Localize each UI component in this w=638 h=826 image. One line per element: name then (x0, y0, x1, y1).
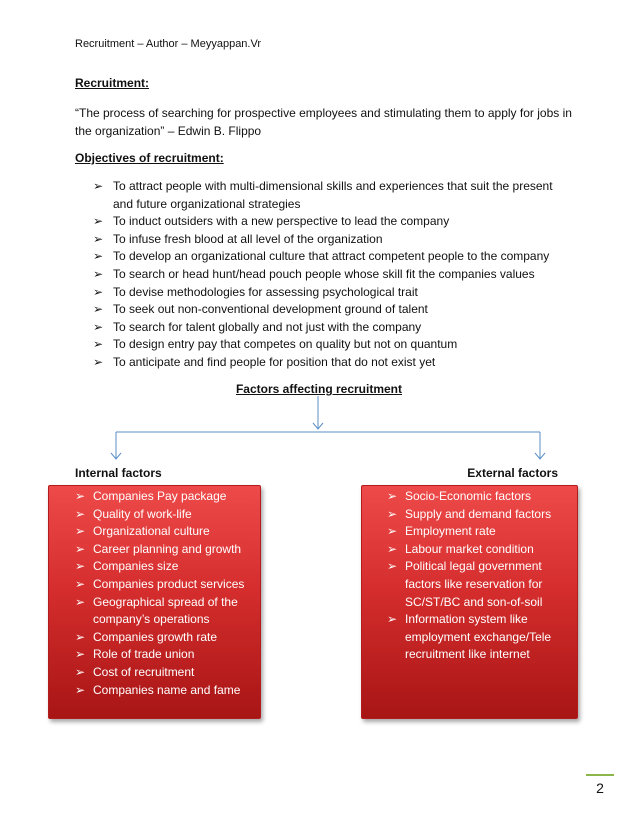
arrow-bullet-icon: ➢ (75, 594, 86, 609)
internal-factor-item (75, 576, 254, 594)
external-factor-item-text: Supply and demand factors (405, 506, 552, 521)
arrow-bullet-icon: ➢ (93, 354, 104, 369)
arrow-bullet-icon: ➢ (93, 231, 104, 246)
arrow-bullet-icon: ➢ (75, 664, 86, 679)
external-factor-item (387, 558, 569, 611)
arrow-bullet-icon: ➢ (75, 559, 86, 574)
arrow-bullet-icon: ➢ (93, 249, 104, 264)
page-header: Recruitment – Author – Meyyappan.Vr (75, 38, 262, 50)
objective-item-text: To search for talent globally and not just with the company (113, 319, 422, 334)
objectives-heading: Objectives of recruitment: (75, 151, 224, 165)
objective-item-text: To attract people with multi-dimensional skills and experiences that suit the present and future organizational strategies (113, 179, 553, 211)
objective-item-text: To design entry pay that competes on quality but not on quantum (113, 337, 458, 352)
external-factor-item-text: Socio-Economic factors (405, 489, 532, 503)
arrow-bullet-icon: ➢ (75, 506, 86, 521)
internal-factor-item-text: Career planning and growth (93, 541, 242, 556)
internal-factor-item-text: Geographical spread of the company’s operations (93, 594, 238, 627)
objective-item-text: To devise methodologies for assessing psychological trait (113, 284, 418, 299)
factors-title: Factors affecting recruitment (235, 382, 403, 396)
external-factors-box (361, 485, 578, 719)
arrow-bullet-icon: ➢ (387, 506, 398, 521)
arrow-bullet-icon: ➢ (93, 284, 104, 299)
internal-factor-item-text: Companies growth rate (93, 629, 218, 644)
internal-factor-item-text: Organizational culture (93, 524, 210, 539)
recruitment-heading: Recruitment: (75, 76, 150, 90)
internal-factor-item (75, 558, 254, 576)
internal-factor-item (75, 541, 254, 559)
page-number-rule (586, 774, 614, 776)
internal-factor-item (75, 523, 254, 541)
internal-factor-item-text: Role of trade union (93, 647, 195, 662)
external-factor-item-text: Information system like employment exchange/Tele recruitment like internet (405, 612, 552, 662)
arrow-bullet-icon: ➢ (387, 612, 398, 627)
external-factor-item (387, 611, 569, 664)
arrow-bullet-icon: ➢ (93, 302, 104, 317)
arrow-bullet-icon: ➢ (387, 524, 398, 539)
arrow-bullet-icon: ➢ (387, 559, 398, 574)
objective-item-text: To seek out non-conventional development ground of talent (113, 302, 428, 317)
external-factor-item-text: Labour market condition (405, 541, 534, 556)
internal-factor-item-text: Companies size (93, 559, 179, 574)
external-factors-label: External factors (467, 466, 558, 480)
arrow-bullet-icon: ➢ (75, 576, 86, 591)
external-factor-item (387, 541, 569, 559)
internal-factor-item (75, 488, 254, 506)
arrow-bullet-icon: ➢ (93, 337, 104, 352)
objective-item-text: To anticipate and find people for position that do not exist yet (113, 354, 436, 369)
internal-factor-item (75, 646, 254, 664)
internal-factor-item (75, 682, 254, 700)
arrow-bullet-icon: ➢ (75, 647, 86, 662)
internal-factor-item (75, 664, 254, 682)
recruitment-definition-quote: “The process of searching for prospective employees and stimulating them to apply for jobs in the organization” – Edwin B. Flippo (75, 106, 572, 138)
internal-factor-item-text: Companies Pay package (93, 489, 227, 503)
arrow-bullet-icon: ➢ (75, 541, 86, 556)
arrow-bullet-icon: ➢ (75, 629, 86, 644)
arrow-bullet-icon: ➢ (93, 179, 104, 193)
internal-factors-label: Internal factors (75, 466, 162, 480)
external-factor-item-text: Political legal government factors like reservation for SC/ST/BC and son-of-soil (405, 559, 543, 609)
internal-factors-list (49, 486, 260, 699)
external-factor-item (387, 523, 569, 541)
external-factor-item-text: Employment rate (405, 524, 496, 539)
internal-factor-item-text: Cost of recruitment (93, 664, 195, 679)
arrow-bullet-icon: ➢ (93, 214, 104, 229)
objective-item-text: To develop an organizational culture that attract competent people to the company (113, 249, 550, 264)
objective-item-text: To infuse fresh blood at all level of the organization (113, 231, 383, 246)
arrow-bullet-icon: ➢ (93, 319, 104, 334)
objective-item-text: To search or head hunt/head pouch people whose skill fit the companies values (113, 266, 535, 281)
external-factor-item (387, 506, 569, 524)
internal-factor-item (75, 506, 254, 524)
arrow-bullet-icon: ➢ (387, 541, 398, 556)
arrow-bullet-icon: ➢ (387, 489, 398, 503)
internal-factors-box (48, 485, 261, 719)
internal-factor-item-text: Quality of work-life (93, 506, 192, 521)
arrow-bullet-icon: ➢ (75, 489, 86, 503)
internal-factor-item (75, 594, 254, 629)
objective-item-text: To induct outsiders with a new perspective to lead the company (113, 214, 450, 229)
arrow-bullet-icon: ➢ (75, 682, 86, 697)
arrow-bullet-icon: ➢ (93, 266, 104, 281)
external-factor-item (387, 488, 569, 506)
internal-factor-item-text: Companies name and fame (93, 682, 241, 697)
arrow-bullet-icon: ➢ (75, 524, 86, 539)
external-factors-list (362, 486, 577, 664)
page-number: 2 (596, 780, 604, 796)
internal-factor-item-text: Companies product services (93, 576, 245, 591)
internal-factor-item (75, 629, 254, 647)
